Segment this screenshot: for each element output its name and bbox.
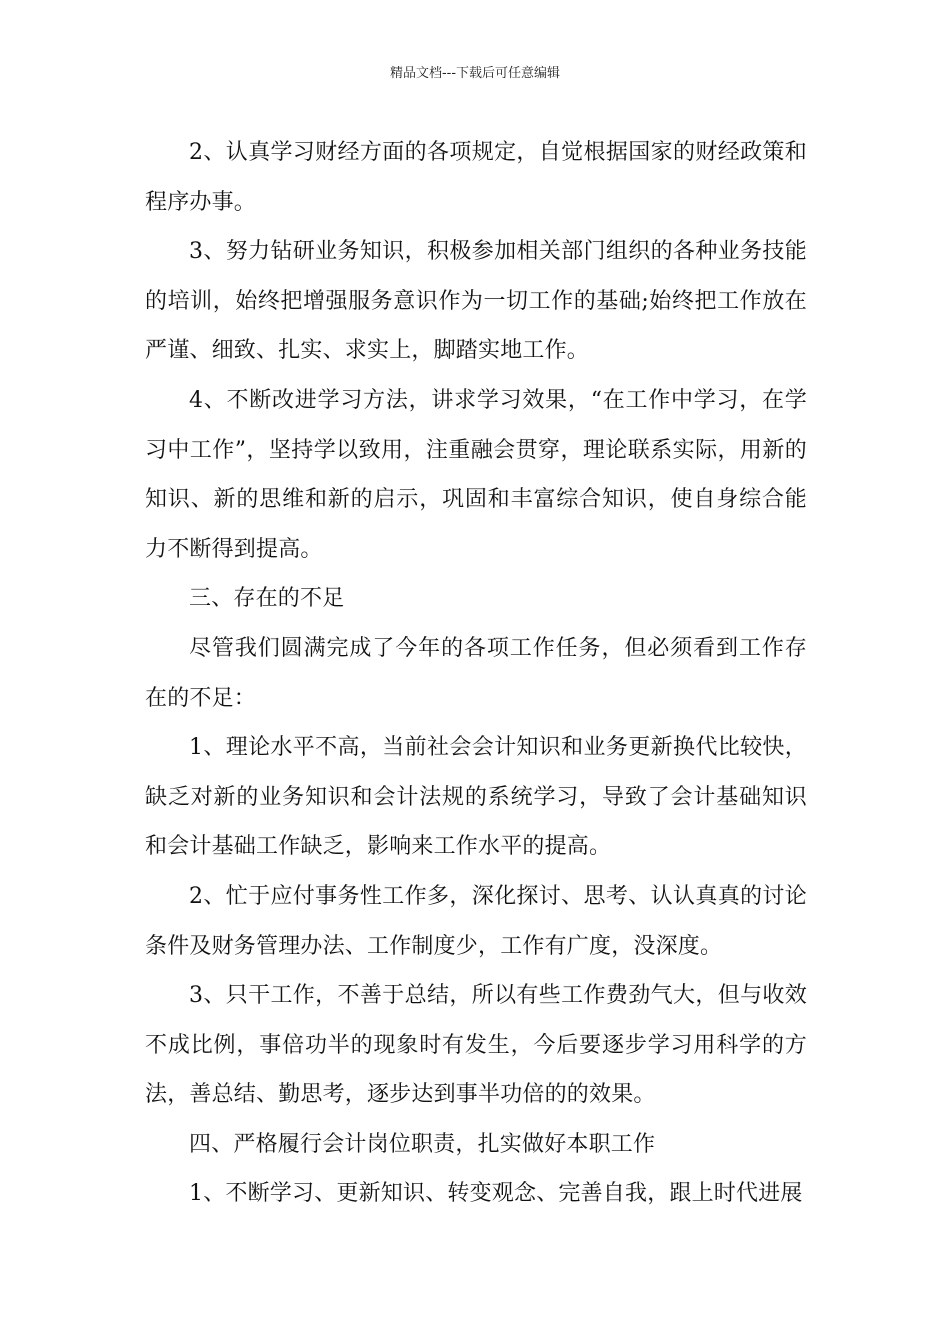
section-heading-shortcomings: 三、存在的不足	[189, 586, 345, 612]
paragraph-item-2: 2、认真学习财经方面的各项规定，自觉根据国家的财经政策和程序办事。	[145, 140, 807, 215]
paragraph-duty-1: 1、不断学习、更新知识、转变观念、完善自我，跟上时代进展	[189, 1181, 803, 1207]
paragraph-shortcomings-intro: 尽管我们圆满完成了今年的各项工作任务，但必须看到工作存在的不足：	[145, 635, 807, 711]
paragraph-shortcoming-3: 3、只干工作，不善于总结，所以有些工作费劲气大，但与收效不成比例，事倍功半的现象时有发生，今后要逐步学习用科学的方法，善总结、勤思考，逐步达到事半功倍的的效果。	[145, 983, 807, 1108]
paragraph-item-4: 4、不断改进学习方法，讲求学习效果，“在工作中学习，在学习中工作”，坚持学以致用，注重融会贯穿，理论联系实际，用新的知识、新的思维和新的启示，巩固和丰富综合知识，使自身综合能力不断得到提高。	[145, 387, 807, 562]
paragraph-shortcoming-1: 1、理论水平不高，当前社会会计知识和业务更新换代比较快，缺乏对新的业务知识和会计法规的系统学习，导致了会计基础知识和会计基础工作缺乏，影响来工作水平的提高。	[145, 735, 807, 860]
document-body	[145, 128, 807, 1219]
section-heading-duties: 四、严格履行会计岗位职责，扎实做好本职工作	[189, 1131, 656, 1157]
page-header: 精品文档---下载后可任意编辑	[389, 66, 561, 81]
paragraph-shortcoming-2: 2、忙于应付事务性工作多，深化探讨、思考、认认真真的讨论条件及财务管理办法、工作制度少，工作有广度，没深度。	[145, 883, 807, 959]
paragraph-item-3: 3、努力钻研业务知识，积极参加相关部门组织的各种业务技能的培训，始终把增强服务意识作为一切工作的基础;始终把工作放在严谨、细致、扎实、求实上，脚踏实地工作。	[145, 239, 807, 364]
